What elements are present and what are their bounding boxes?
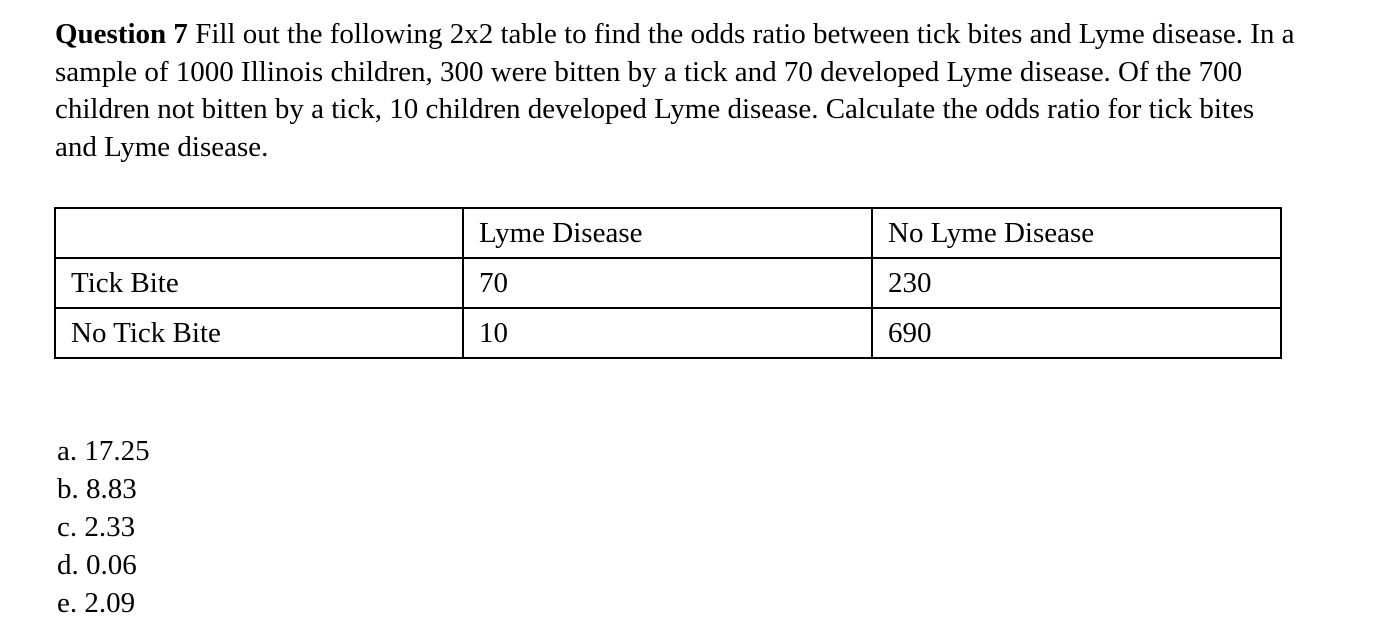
table-cell: 70 <box>463 258 872 308</box>
question-body: Fill out the following 2x2 table to find the odds ratio between tick bites and Lyme disease. In a sample of 1000 Illinois children, 300 were bitten by a tick and 70 developed Lyme disease. Of the 700 children not bitten by a tick, 10 children developed Lyme disease. Calculate the odds ratio for tick bites and Lyme disease. <box>55 18 1295 163</box>
question-number: Question 7 <box>55 18 188 50</box>
column-header-no-lyme-disease: No Lyme Disease <box>872 208 1281 258</box>
table-corner-cell <box>55 208 463 258</box>
row-header-no-tick-bite: No Tick Bite <box>55 308 463 358</box>
answer-option-d[interactable]: d. 0.06 <box>57 549 137 581</box>
column-header-lyme-disease: Lyme Disease <box>463 208 872 258</box>
question-text-block <box>55 16 1295 166</box>
table-cell: 10 <box>463 308 872 358</box>
contingency-table <box>54 207 1282 359</box>
table-row <box>55 258 1281 308</box>
answer-option-e[interactable]: e. 2.09 <box>57 587 136 619</box>
answer-option-c[interactable]: c. 2.33 <box>57 511 136 543</box>
answer-option-b[interactable]: b. 8.83 <box>57 473 137 505</box>
table-cell: 230 <box>872 258 1281 308</box>
table-header-row <box>55 208 1281 258</box>
row-header-tick-bite: Tick Bite <box>55 258 463 308</box>
answer-options <box>57 432 150 622</box>
table-cell: 690 <box>872 308 1281 358</box>
table-row <box>55 308 1281 358</box>
answer-option-a[interactable]: a. 17.25 <box>57 435 150 467</box>
